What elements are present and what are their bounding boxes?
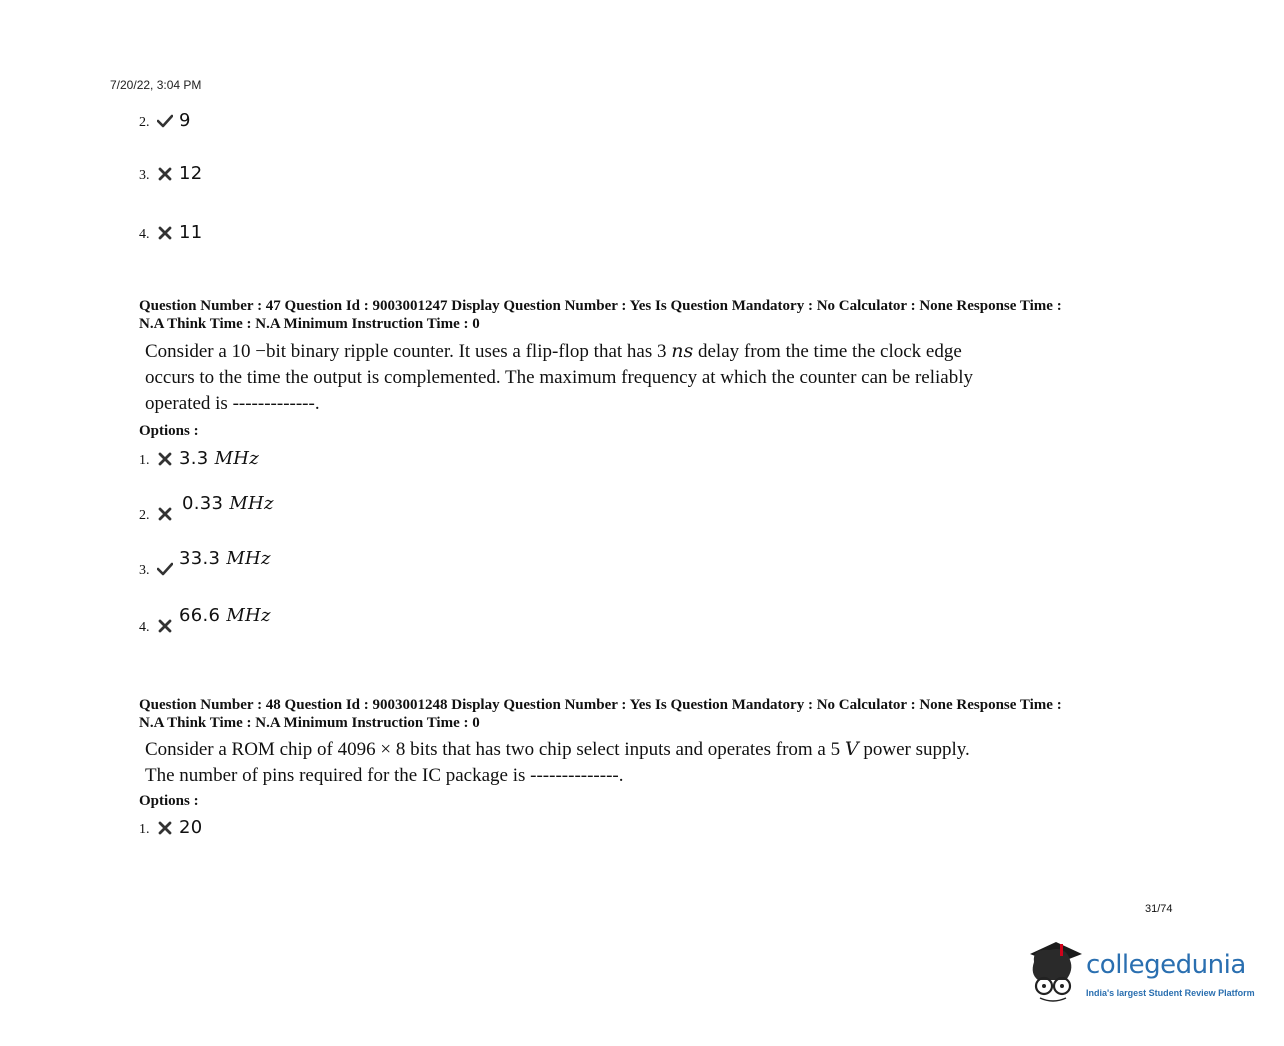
- option-row: [139, 163, 203, 184]
- question-text-unit: ns: [671, 340, 694, 362]
- mascot-icon: [1026, 940, 1084, 1006]
- page-number: 31/74: [1145, 903, 1173, 915]
- option-row: [139, 222, 203, 243]
- cross-icon: [157, 166, 173, 182]
- check-icon: [157, 561, 173, 577]
- option-value: [179, 548, 271, 569]
- question-meta-line: Question Number : 48 Question Id : 9003001248 Display Question Number : Yes Is Question Mandatory : No Calculator : None Response Time :: [139, 697, 1062, 713]
- options-label: Options :: [139, 793, 199, 809]
- question-47-meta: [139, 297, 1169, 333]
- option-number-value: 3.3: [179, 448, 215, 469]
- logo-text: collegedunia: [1086, 950, 1246, 980]
- option-value: [182, 493, 274, 514]
- question-text-part: power supply. The number of pins required for the IC package is --------------.: [145, 739, 970, 786]
- print-datetime: 7/20/22, 3:04 PM: [110, 78, 202, 92]
- option-number-value: 66.6: [179, 605, 227, 626]
- option-value: 9: [179, 110, 191, 131]
- option-value: [179, 448, 259, 469]
- option-row: [139, 817, 203, 838]
- option-value: 12: [179, 163, 203, 184]
- cross-icon: [157, 451, 173, 467]
- question-text-part: delay from the time the clock edge occurs to the time the output is complemented. The maximum frequency at which the counter can be reliably operated is -------------.: [145, 341, 973, 414]
- option-number-value: 33.3: [179, 548, 227, 569]
- option-number: 3.: [139, 168, 150, 183]
- option-row: [139, 548, 271, 579]
- option-value: 11: [179, 222, 203, 243]
- question-text-unit: V: [844, 738, 859, 760]
- option-number: 4.: [139, 227, 150, 242]
- option-number-value: 0.33: [182, 493, 230, 514]
- option-value: [179, 605, 271, 626]
- option-value: 20: [179, 817, 203, 838]
- options-label: Options :: [139, 423, 199, 439]
- question-meta-line: N.A Think Time : N.A Minimum Instruction Time : 0: [139, 316, 480, 332]
- option-number: 2.: [139, 508, 150, 523]
- option-number: 1.: [139, 822, 150, 837]
- cross-icon: [157, 820, 173, 836]
- logo-tagline: India's largest Student Review Platform: [1086, 988, 1255, 998]
- cross-icon: [157, 618, 173, 634]
- question-48-text: [145, 736, 975, 789]
- cross-icon: [157, 506, 173, 522]
- option-number: 1.: [139, 453, 150, 468]
- option-unit: MHz: [229, 493, 274, 514]
- option-number: 3.: [139, 563, 150, 578]
- option-number: 4.: [139, 620, 150, 635]
- option-row: [139, 448, 259, 469]
- check-icon: [157, 113, 173, 129]
- option-number: 2.: [139, 115, 150, 130]
- option-unit: MHz: [226, 548, 271, 569]
- question-48-meta: [139, 696, 1169, 732]
- cross-icon: [157, 225, 173, 241]
- question-text-part: Consider a ROM chip of 4096 × 8 bits that has two chip select inputs and operates from a 5: [145, 739, 845, 760]
- question-meta-line: N.A Think Time : N.A Minimum Instruction Time : 0: [139, 715, 480, 731]
- option-row: [139, 493, 274, 524]
- option-unit: MHz: [226, 605, 271, 626]
- question-text-part: Consider a 10 −bit binary ripple counter. It uses a flip-flop that has 3: [145, 341, 672, 362]
- question-47-text: [145, 338, 975, 417]
- option-unit: MHz: [214, 448, 260, 469]
- collegedunia-logo: [1026, 940, 1256, 1006]
- option-row: [139, 605, 271, 636]
- question-meta-line: Question Number : 47 Question Id : 9003001247 Display Question Number : Yes Is Question Mandatory : No Calculator : None Response Time :: [139, 298, 1062, 314]
- option-row: [139, 110, 191, 131]
